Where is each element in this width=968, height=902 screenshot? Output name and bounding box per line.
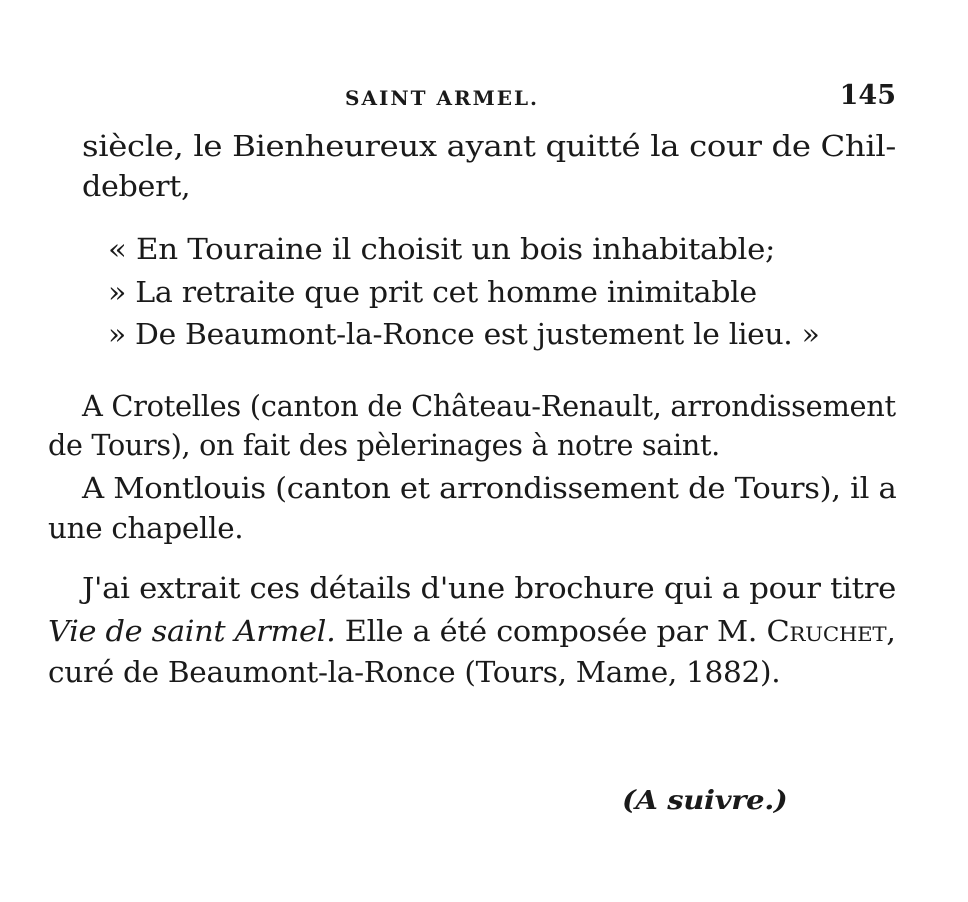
continuation-note: (A suivre.) <box>622 786 788 816</box>
text-span: Elle a été composée par M. <box>335 615 767 648</box>
verse-line: » La retraite que prit cet homme inimitable <box>108 276 757 309</box>
author-name: Cruchet <box>766 615 887 648</box>
text-line: une chapelle. <box>48 512 244 545</box>
verse-line: « En Touraine il choisit un bois inhabitable; <box>108 233 776 266</box>
page-number: 145 <box>839 80 896 111</box>
running-title: SAINT ARMEL. <box>345 86 539 110</box>
text-line: A Montlouis (canton et arrondissement de Tours), il a <box>82 472 897 505</box>
text-line: de Tours), on fait des pèlerinages à notre saint. <box>48 429 720 462</box>
page-header <box>0 80 968 116</box>
text-line: J'ai extrait ces détails d'une brochure qui a pour titre <box>82 572 896 605</box>
verse-line: » De Beaumont-la-Ronce est justement le lieu. » <box>108 318 820 351</box>
text-span: , <box>886 615 896 648</box>
text-line: debert, <box>82 170 191 203</box>
text-line: curé de Beaumont-la-Ronce (Tours, Mame, 1882). <box>48 656 781 689</box>
text-line: A Crotelles (canton de Château-Renault, arrondissement <box>82 390 896 423</box>
text-line: siècle, le Bienheureux ayant quitté la cour de Chil- <box>82 130 896 163</box>
book-title: Vie de saint Armel. <box>48 615 336 648</box>
text-line <box>48 615 896 648</box>
